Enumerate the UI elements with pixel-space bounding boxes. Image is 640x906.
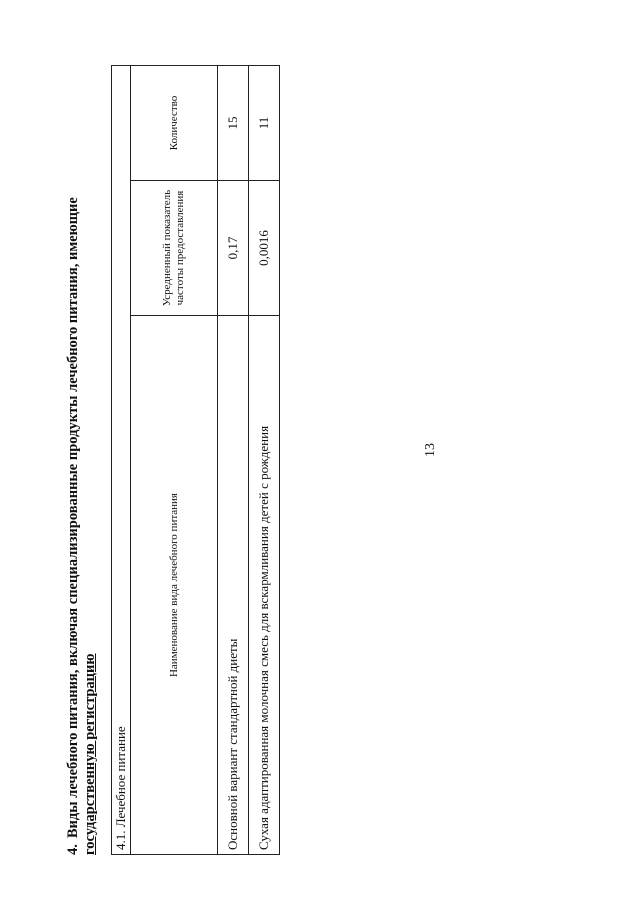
nutrition-table	[111, 65, 280, 855]
row-name-cell: Основной вариант стандартной диеты	[218, 316, 249, 855]
section-title: 4.1. Лечебное питание	[112, 66, 131, 855]
column-header-frequency: Усредненный показатель частоты предоставления	[131, 181, 218, 316]
table-row	[218, 66, 249, 855]
row-name-cell: Сухая адаптированная молочная смесь для вскармливания детей с рождения	[249, 316, 280, 855]
page-number: 13	[423, 443, 438, 457]
column-header-quantity: Количество	[131, 66, 218, 181]
row-frequency-cell: 0,0016	[249, 181, 280, 316]
table-section-row	[112, 66, 131, 855]
table-header-row	[131, 66, 218, 855]
row-frequency-cell: 0,17	[218, 181, 249, 316]
rotated-content	[55, 40, 438, 860]
row-quantity-cell: 15	[218, 66, 249, 181]
heading-text-line1: Виды лечебного питания, включая специализированные продукты лечебного питания, имеющие	[65, 197, 81, 839]
table-row	[249, 66, 280, 855]
section-number: 4.	[65, 844, 81, 855]
section-heading	[65, 85, 99, 855]
heading-text-line2: государственную регистрацию	[82, 653, 98, 855]
column-header-name: Наименование вида лечебного питания	[131, 316, 218, 855]
row-quantity-cell: 11	[249, 66, 280, 181]
